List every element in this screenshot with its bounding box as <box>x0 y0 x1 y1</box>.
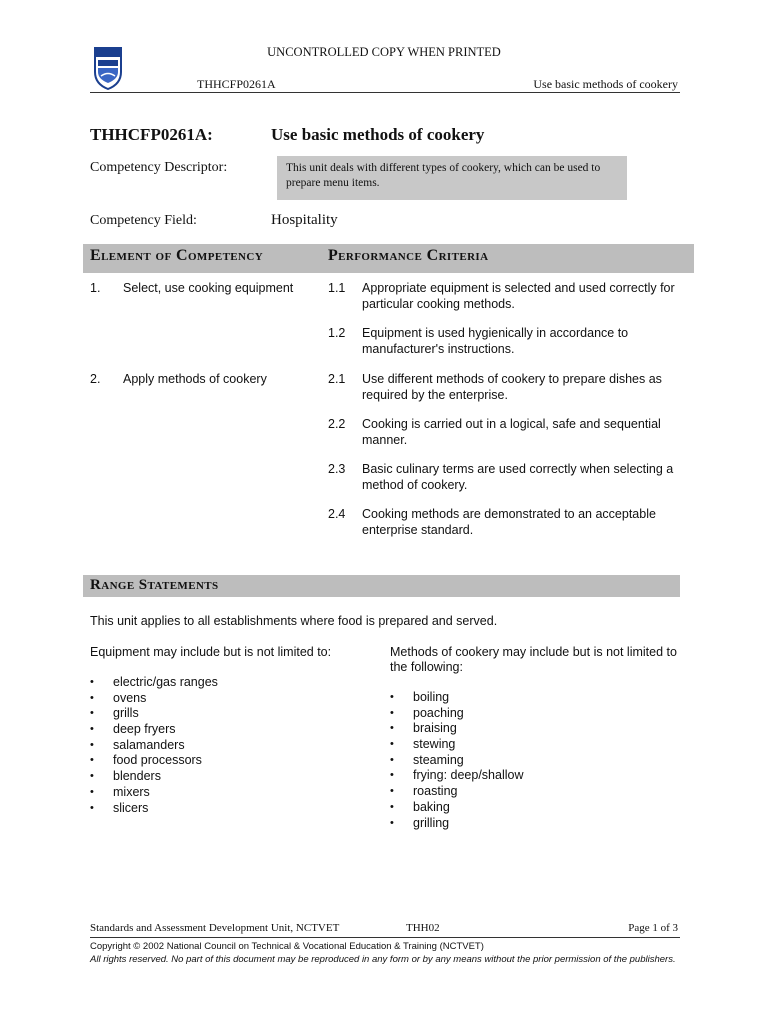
footer-unit: Standards and Assessment Development Unit, NCTVET <box>90 922 340 934</box>
footer-divider <box>90 937 680 938</box>
performance-criteria-heading: Performance Criteria <box>328 247 489 264</box>
list-item: • blenders <box>90 769 218 785</box>
copyright-notice: Copyright © 2002 National Council on Technical & Vocational Education & Training (NCTVET) <box>90 941 484 952</box>
criterion-text: Appropriate equipment is selected and used correctly for particular cooking methods. <box>362 281 675 311</box>
criterion-number: 2.3 <box>328 462 346 476</box>
criterion-text: Equipment is used hygienically in accordance to manufacturer's instructions. <box>362 326 629 356</box>
list-item: • food processors <box>90 753 218 769</box>
list-item: • salamanders <box>90 738 218 754</box>
criterion-text: Cooking is carried out in a logical, safe and sequential manner. <box>362 417 661 447</box>
list-item: • slicers <box>90 801 218 817</box>
criterion-text: Basic culinary terms are used correctly when selecting a method of cookery. <box>362 462 674 492</box>
list-item: • braising <box>390 721 523 737</box>
list-item: • grilling <box>390 816 523 832</box>
list-item: • boiling <box>390 690 523 706</box>
list-item: • deep fryers <box>90 722 218 738</box>
unit-code: THHCFP0261A: <box>90 125 213 144</box>
element-text: Apply methods of cookery <box>123 372 267 386</box>
criterion-number: 1.2 <box>328 326 346 340</box>
list-item: • roasting <box>390 784 523 800</box>
competency-descriptor-text: This unit deals with different types of cookery, which can be used to prepare menu items. <box>286 162 601 189</box>
list-item: • baking <box>390 800 523 816</box>
header-divider <box>90 92 680 93</box>
range-statements-heading: Range Statements <box>90 577 219 593</box>
list-item: • mixers <box>90 785 218 801</box>
rights-notice: All rights reserved. No part of this document may be reproduced in any form or by any means without the prior permission of the publishers. <box>90 954 676 965</box>
list-item: • ovens <box>90 691 218 707</box>
footer-doc-code: THH02 <box>406 922 440 934</box>
methods-list <box>390 690 523 831</box>
unit-title: Use basic methods of cookery <box>271 125 485 144</box>
range-intro: This unit applies to all establishments where food is prepared and served. <box>90 614 498 628</box>
list-item: • stewing <box>390 737 523 753</box>
element-of-competency-heading: Element of Competency <box>90 247 264 264</box>
equipment-list <box>90 675 218 816</box>
criterion-number: 1.1 <box>328 281 346 295</box>
element-number: 1. <box>90 281 101 295</box>
element-text: Select, use cooking equipment <box>123 281 294 295</box>
list-item: • grills <box>90 706 218 722</box>
methods-intro: Methods of cookery may include but is not limited to the following: <box>390 645 677 674</box>
criterion-text: Cooking methods are demonstrated to an acceptable enterprise standard. <box>362 507 656 537</box>
equipment-intro: Equipment may include but is not limited to: <box>90 645 332 659</box>
header-unit-title: Use basic methods of cookery <box>533 77 678 91</box>
criterion-number: 2.4 <box>328 507 346 521</box>
competency-descriptor-label: Competency Descriptor: <box>90 160 228 175</box>
list-item: • frying: deep/shallow <box>390 768 523 784</box>
page-number: Page 1 of 3 <box>628 922 678 934</box>
element-number: 2. <box>90 372 101 386</box>
uncontrolled-copy-notice: UNCONTROLLED COPY WHEN PRINTED <box>267 45 501 59</box>
list-item: • electric/gas ranges <box>90 675 218 691</box>
list-item: • poaching <box>390 706 523 722</box>
list-item: • steaming <box>390 753 523 769</box>
competency-field-value: Hospitality <box>271 212 338 228</box>
competency-field-label: Competency Field: <box>90 213 197 228</box>
header-unit-code: THHCFP0261A <box>197 77 276 91</box>
criterion-number: 2.1 <box>328 372 346 386</box>
criterion-text: Use different methods of cookery to prepare dishes as required by the enterprise. <box>362 372 662 402</box>
criterion-number: 2.2 <box>328 417 346 431</box>
competency-descriptor-box <box>277 156 627 200</box>
